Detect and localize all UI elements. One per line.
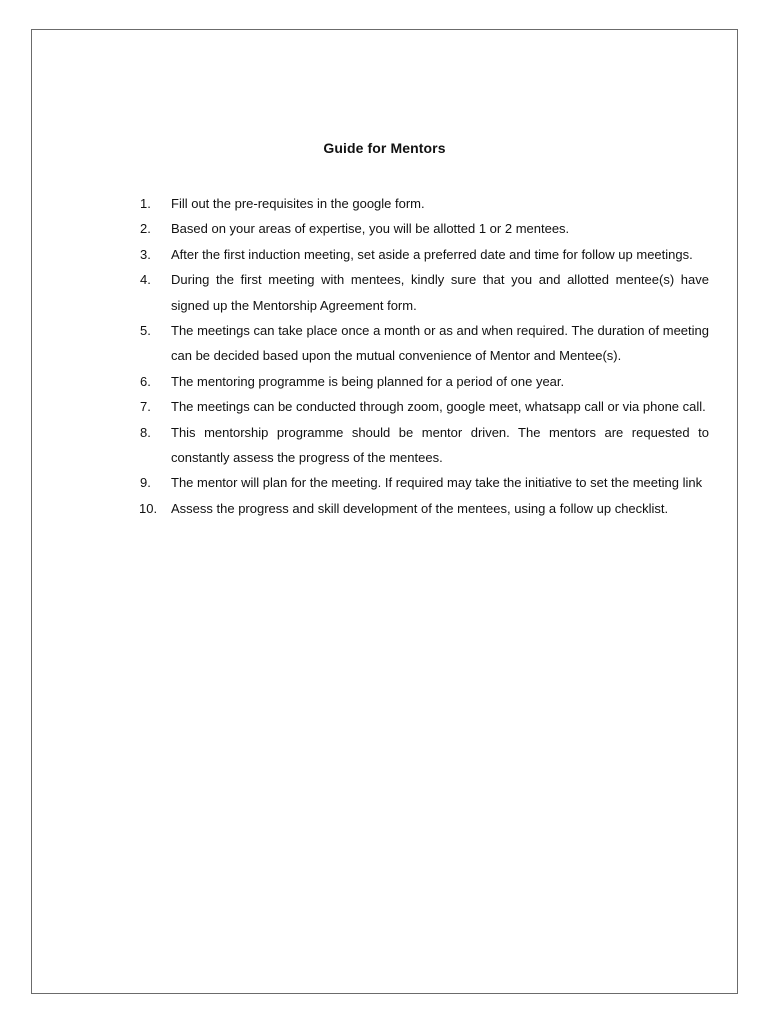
list-item-text: This mentorship programme should be mentor driven. The mentors are requested to constantly assess the progress of the mentees.	[171, 424, 709, 466]
list-item-number: 7.	[140, 399, 151, 415]
list-item-number: 6.	[140, 373, 151, 389]
list-item-number: 8.	[140, 424, 151, 440]
list-item-text: During the first meeting with mentees, kindly sure that you and allotted mentee(s) have signed up the Mentorship Agreement form.	[171, 272, 709, 313]
list-item	[140, 216, 709, 241]
list-item-number: 9.	[140, 475, 151, 491]
list-item	[140, 191, 709, 216]
list-item-text: The meetings can be conducted through zoom, google meet, whatsapp call or via phone call.	[171, 399, 706, 415]
document-page	[31, 29, 738, 994]
list-item-text: The meetings can take place once a month or as and when required. The duration of meeting can be decided based upon the mutual convenience of Mentor and Mentee(s).	[171, 323, 709, 364]
list-item-text: The mentor will plan for the meeting. If required may take the initiative to set the meeting link	[171, 475, 703, 491]
list-item-number: 10.	[139, 500, 158, 516]
list-item-number: 1.	[140, 196, 151, 211]
list-item-number: 4.	[140, 272, 151, 288]
list-item-number: 2.	[140, 221, 151, 237]
list-item-text: Based on your areas of expertise, you will be allotted 1 or 2 mentees.	[171, 221, 570, 237]
list-item	[140, 496, 709, 521]
list-item	[140, 318, 709, 369]
list-item-number: 3.	[140, 246, 151, 262]
list-item	[140, 420, 709, 471]
list-item	[140, 470, 709, 495]
list-item-number: 5.	[140, 323, 151, 339]
list-item-text: Fill out the pre-requisites in the google form.	[171, 196, 425, 211]
list-item-text: Assess the progress and skill development of the mentees, using a follow up checklist.	[171, 500, 669, 516]
list-item	[140, 394, 709, 419]
list-item	[140, 369, 709, 394]
list-item-text: After the first induction meeting, set aside a preferred date and time for follow up meetings.	[171, 246, 693, 262]
list-item-text: The mentoring programme is being planned for a period of one year.	[171, 373, 565, 389]
list-item	[140, 242, 709, 267]
list-item	[140, 267, 709, 318]
document-title: Guide for Mentors	[323, 140, 446, 156]
guide-list	[140, 191, 709, 521]
